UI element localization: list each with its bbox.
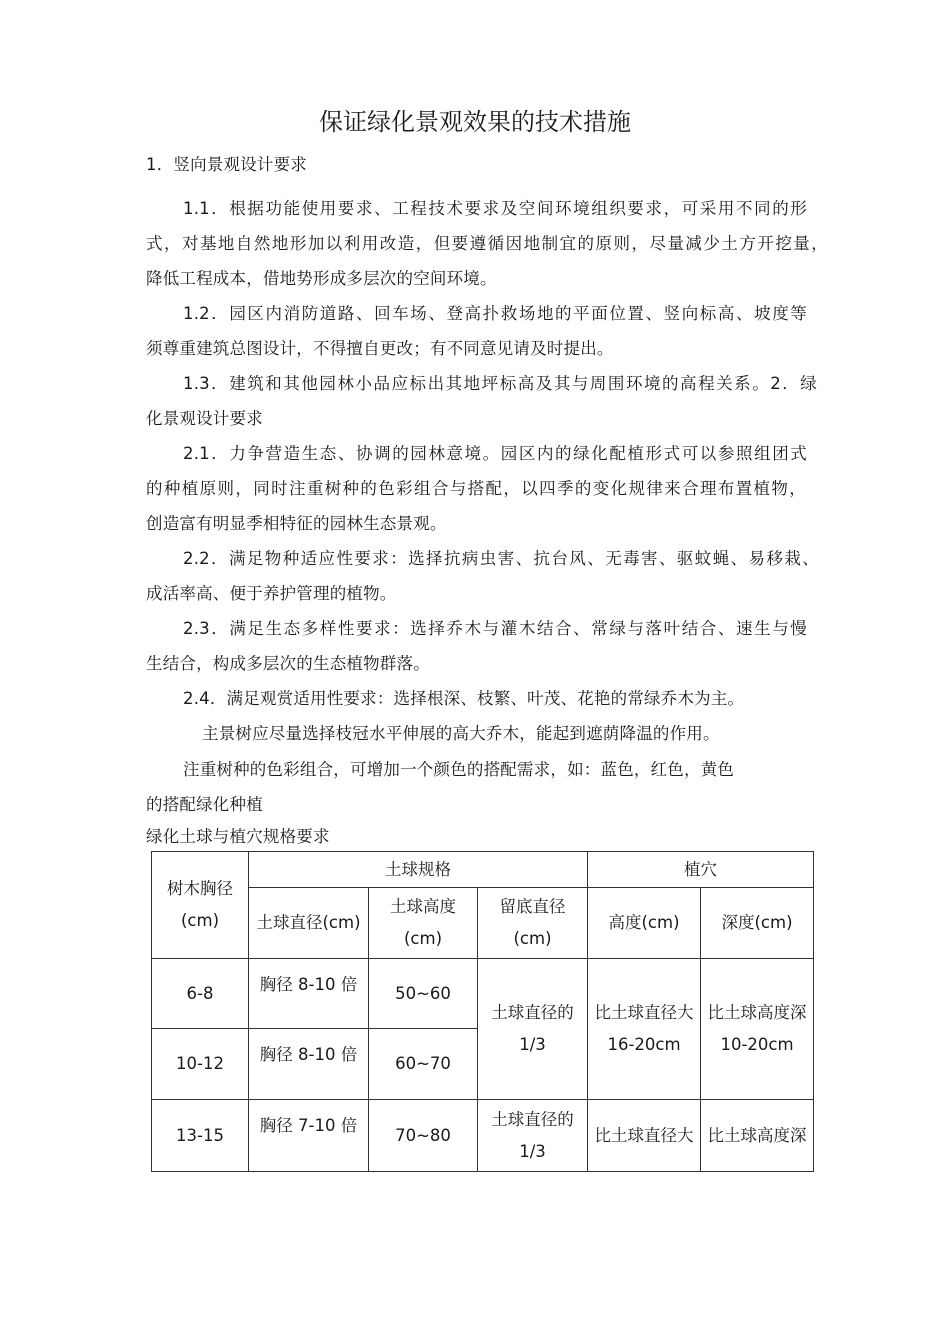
paragraph-line: 1.2．园区内消防道路、回车场、登高扑救场地的平面位置、竖向标高、坡度等: [183, 304, 807, 323]
paragraph-line: 生结合，构成多层次的生态植物群落。: [146, 654, 430, 673]
cell-ball-height: 70~80: [369, 1100, 478, 1172]
header-soilball: 土球规格: [249, 852, 588, 888]
paragraph-line: 式，对基地自然地形加以利用改造，但要遵循因地制宜的原则，尽量减少土方开挖量，: [146, 234, 828, 253]
header-pit: 植穴: [588, 852, 814, 888]
cell-pit-height: 比土球直径大: [588, 1100, 701, 1172]
paragraph-line: 主景树应尽量选择枝冠水平伸展的高大乔木，能起到遮荫降温的作用。: [202, 724, 720, 743]
header-bottom-diameter: 留底直径(cm): [478, 888, 588, 959]
cell-ball-diameter: 胸径 7-10 倍: [249, 1100, 369, 1172]
paragraph-line: 1.3．建筑和其他园林小品应标出其地坪标高及其与周围环境的高程关系。2．绿: [183, 374, 817, 393]
cell-pit-height-merged: 比土球直径大 16-20cm: [588, 959, 701, 1100]
paragraph-line: 注重树种的色彩组合，可增加一个颜色的搭配需求，如：蓝色，红色，黄色: [183, 760, 735, 779]
paragraph-line: 化景观设计要求: [146, 409, 263, 428]
paragraph-line: 的种植原则，同时注重树种的色彩组合与搭配，以四季的变化规律来合理布置植物，: [146, 479, 806, 498]
header-ball-height: 土球高度(cm): [369, 888, 478, 959]
header-ball-diameter: 土球直径(cm): [249, 888, 369, 959]
section-heading-1: 1．竖向景观设计要求: [146, 155, 307, 174]
paragraph-line: 降低工程成本，借地势形成多层次的空间环境。: [146, 269, 497, 288]
paragraph-line: 2.4．满足观赏适用性要求：选择根深、枝繁、叶茂、花艳的常绿乔木为主。: [183, 689, 745, 708]
paragraph-line: 的搭配绿化种植: [146, 795, 263, 814]
table-row: [152, 959, 814, 1029]
cell-ball-height: 60~70: [369, 1029, 478, 1100]
header-pit-height: 高度(cm): [588, 888, 701, 959]
header-dbh: 树木胸径(cm): [152, 852, 249, 959]
paragraph-line: 成活率高、便于养护管理的植物。: [146, 584, 397, 603]
cell-pit-depth-merged: 比土球高度深 10-20cm: [701, 959, 814, 1100]
table-caption: 绿化土球与植穴规格要求: [146, 827, 330, 846]
cell-bottom-diameter-merged: 土球直径的 1/3: [478, 959, 588, 1100]
spec-table: [151, 851, 814, 1172]
paragraph-line: 2.3．满足生态多样性要求：选择乔木与灌木结合、常绿与落叶结合、速生与慢: [183, 619, 807, 638]
paragraph-line: 2.1．力争营造生态、协调的园林意境。园区内的绿化配植形式可以参照组团式: [183, 444, 807, 463]
cell-dbh: 13-15: [152, 1100, 249, 1172]
cell-dbh: 6-8: [152, 959, 249, 1029]
cell-dbh: 10-12: [152, 1029, 249, 1100]
paragraph-line: 1.1．根据功能使用要求、工程技术要求及空间环境组织要求，可采用不同的形: [183, 199, 807, 218]
cell-pit-depth: 比土球高度深: [701, 1100, 814, 1172]
paragraph-line: 创造富有明显季相特征的园林生态景观。: [146, 514, 447, 533]
paragraph-line: 2.2．满足物种适应性要求：选择抗病虫害、抗台风、无毒害、驱蚊蝇、易移栽、: [183, 549, 819, 568]
page-title: 保证绿化景观效果的技术措施: [319, 108, 631, 136]
cell-bottom-diameter: 土球直径的 1/3: [478, 1100, 588, 1172]
cell-ball-diameter: 胸径 8-10 倍: [249, 1029, 369, 1100]
table-row: [152, 1100, 814, 1172]
header-pit-depth: 深度(cm): [701, 888, 814, 959]
cell-ball-diameter: 胸径 8-10 倍: [249, 959, 369, 1029]
paragraph-line: 须尊重建筑总图设计，不得擅自更改；有不同意见请及时提出。: [146, 339, 614, 358]
cell-ball-height: 50~60: [369, 959, 478, 1029]
